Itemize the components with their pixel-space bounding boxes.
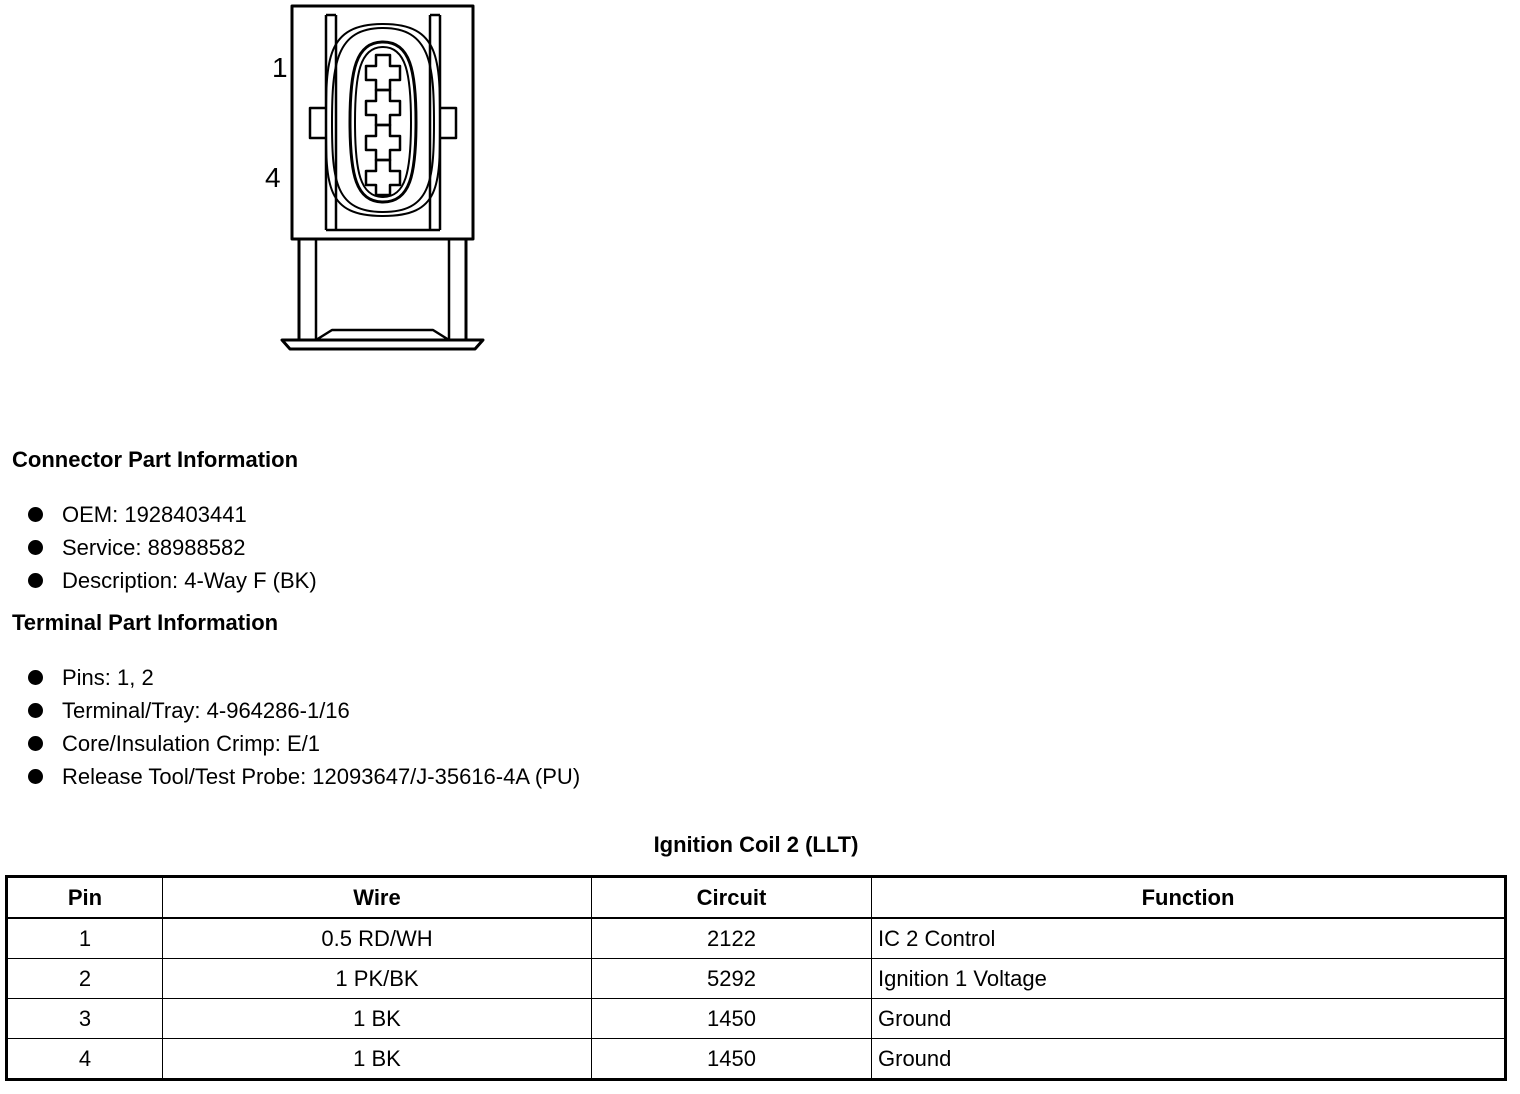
column-header-wire: Wire — [163, 877, 592, 919]
connector-face-drawing — [0, 0, 560, 380]
connector-info-heading: Connector Part Information — [12, 447, 299, 472]
bullet-icon — [28, 507, 43, 522]
cell-pin: 3 — [7, 999, 163, 1039]
terminal-info-crimp: Core/Insulation Crimp: E/1 — [62, 731, 320, 756]
cell-function: Ground — [872, 1039, 1506, 1080]
bullet-icon — [28, 540, 43, 555]
column-header-pin: Pin — [7, 877, 163, 919]
table-row — [7, 918, 1506, 959]
bullet-icon — [28, 703, 43, 718]
cell-wire: 1 PK/BK — [163, 959, 592, 999]
pin-label-1: 1 — [272, 52, 288, 83]
cell-wire: 1 BK — [163, 999, 592, 1039]
list-item — [28, 531, 317, 564]
terminal-info-list — [28, 661, 580, 793]
list-item — [28, 661, 580, 694]
table-header-row — [7, 877, 1506, 919]
connector-info-list — [28, 498, 317, 597]
cell-function: Ignition 1 Voltage — [872, 959, 1506, 999]
cell-pin: 1 — [7, 918, 163, 959]
terminal-info-release-tool: Release Tool/Test Probe: 12093647/J-35616-4A (PU) — [62, 764, 581, 789]
connector-info-description: Description: 4-Way F (BK) — [62, 568, 317, 593]
bullet-icon — [28, 736, 43, 751]
list-item — [28, 727, 580, 760]
column-header-function: Function — [872, 877, 1506, 919]
bullet-icon — [28, 769, 43, 784]
bullet-icon — [28, 670, 43, 685]
table-row — [7, 1039, 1506, 1080]
bullet-icon — [28, 573, 43, 588]
cell-circuit: 1450 — [592, 999, 872, 1039]
pinout-table-title: Ignition Coil 2 (LLT) — [653, 832, 859, 857]
connector-info-service: Service: 88988582 — [62, 535, 246, 560]
list-item — [28, 564, 317, 597]
table-row — [7, 959, 1506, 999]
pin-label-4: 4 — [265, 162, 281, 193]
cell-circuit: 2122 — [592, 918, 872, 959]
connector-diagram — [0, 0, 560, 380]
terminal-info-pins: Pins: 1, 2 — [62, 665, 154, 690]
table-row — [7, 999, 1506, 1039]
cell-pin: 4 — [7, 1039, 163, 1080]
cell-circuit: 5292 — [592, 959, 872, 999]
terminal-info-tray: Terminal/Tray: 4-964286-1/16 — [62, 698, 350, 723]
list-item — [28, 760, 580, 793]
list-item — [28, 694, 580, 727]
cell-circuit: 1450 — [592, 1039, 872, 1080]
cell-function: Ground — [872, 999, 1506, 1039]
cell-wire: 1 BK — [163, 1039, 592, 1080]
cell-function: IC 2 Control — [872, 918, 1506, 959]
terminal-info-heading: Terminal Part Information — [12, 610, 279, 635]
cell-pin: 2 — [7, 959, 163, 999]
column-header-circuit: Circuit — [592, 877, 872, 919]
connector-info-oem: OEM: 1928403441 — [62, 502, 247, 527]
cell-wire: 0.5 RD/WH — [163, 918, 592, 959]
pinout-table — [5, 875, 1507, 1081]
list-item — [28, 498, 317, 531]
